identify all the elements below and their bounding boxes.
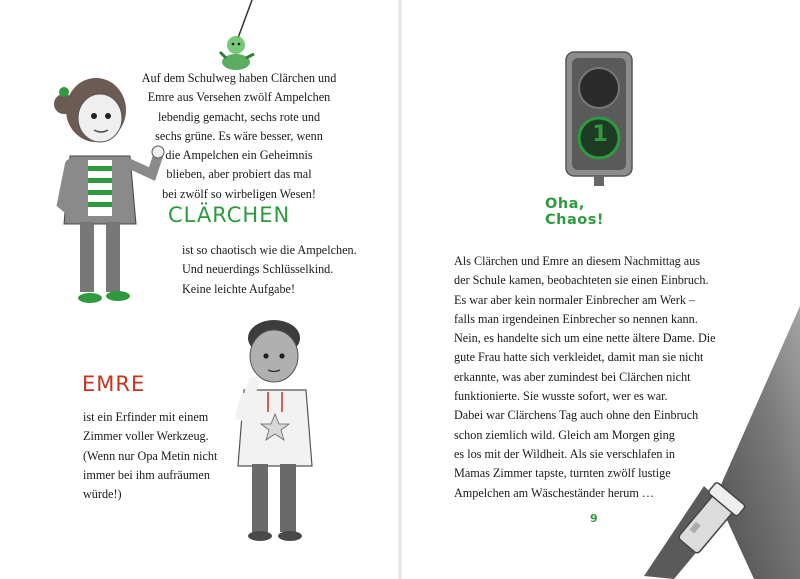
text-line: Mamas Zimmer tapste, turnten zwölf lustige <box>454 466 671 481</box>
flashlight-icon <box>644 276 800 579</box>
text-line: blieben, aber probiert das mal <box>166 167 312 182</box>
text-line: würde!) <box>83 487 122 502</box>
text-line: Und neuerdings Schlüsselkind. <box>182 262 334 277</box>
text-line: Keine leichte Aufgabe! <box>182 281 296 296</box>
text-line: lebendig gemacht, sechs rote und <box>157 109 321 124</box>
page-number: 9 <box>590 512 598 525</box>
text-line: es los mit der Wildheit. Als sie verschlafen in <box>454 446 675 461</box>
emre-name-heading: EMRE <box>82 372 146 396</box>
claerchen-description <box>182 241 392 299</box>
text-line: bei zwölf so wirbeligen Wesen! <box>162 186 316 201</box>
traffic-light-icon <box>560 52 640 186</box>
text-line: erkannte, was aber zumindest bei Clärchen nicht <box>454 369 691 384</box>
traffic-light-number: 1 <box>592 122 608 147</box>
text-line: (Wenn nur Opa Metin nicht <box>83 448 218 463</box>
text-line: die Ampelchen ein Geheimnis <box>165 148 313 163</box>
text-line: sechs grüne. Es wäre besser, wenn <box>155 128 323 143</box>
text-line: der Schule kamen, beobachteten sie einen Einbruch. <box>454 273 709 288</box>
text-line: ist ein Erfinder mit einem <box>83 410 209 424</box>
text-line: falls man irgendeinen Einbrecher so nennen kann. <box>454 311 698 326</box>
emre-description <box>83 408 243 504</box>
text-line: Nein, es handelte sich um eine nette ältere Dame. Die <box>454 331 716 346</box>
text-line: Es war aber kein normaler Einbrecher am Werk – <box>454 292 696 307</box>
hanging-ampelchen-figure-icon <box>210 0 280 75</box>
text-line: gute Frau hatte sich verkleidet, damit man sie nicht <box>454 350 704 365</box>
claerchen-name-heading: CLÄRCHEN <box>168 203 291 227</box>
text-line: ist so chaotisch wie die Ampelchen. <box>182 243 357 257</box>
text-line: immer bei ihm aufräumen <box>83 467 210 482</box>
text-line: funktionierte. Sie wusste sofort, wer es war. <box>454 389 668 404</box>
right-page <box>400 0 800 579</box>
text-line: Dabei war Clärchens Tag auch ohne den Einbruch <box>454 408 699 423</box>
text-line: Auf dem Schulweg haben Clärchen und <box>141 71 337 85</box>
text-line: Als Clärchen und Emre an diesem Nachmittag aus <box>454 254 701 268</box>
text-line: Ampelchen am Wäscheständer herum … <box>454 485 655 500</box>
text-line: schon ziemlich wild. Gleich am Morgen ging <box>454 427 675 442</box>
chapter-title: Oha, Chaos! <box>545 196 604 228</box>
text-line: Emre aus Versehen zwölf Ampelchen <box>147 90 331 105</box>
text-line: Zimmer voller Werkzeug. <box>83 429 209 444</box>
claerchen-illustration <box>34 64 170 310</box>
